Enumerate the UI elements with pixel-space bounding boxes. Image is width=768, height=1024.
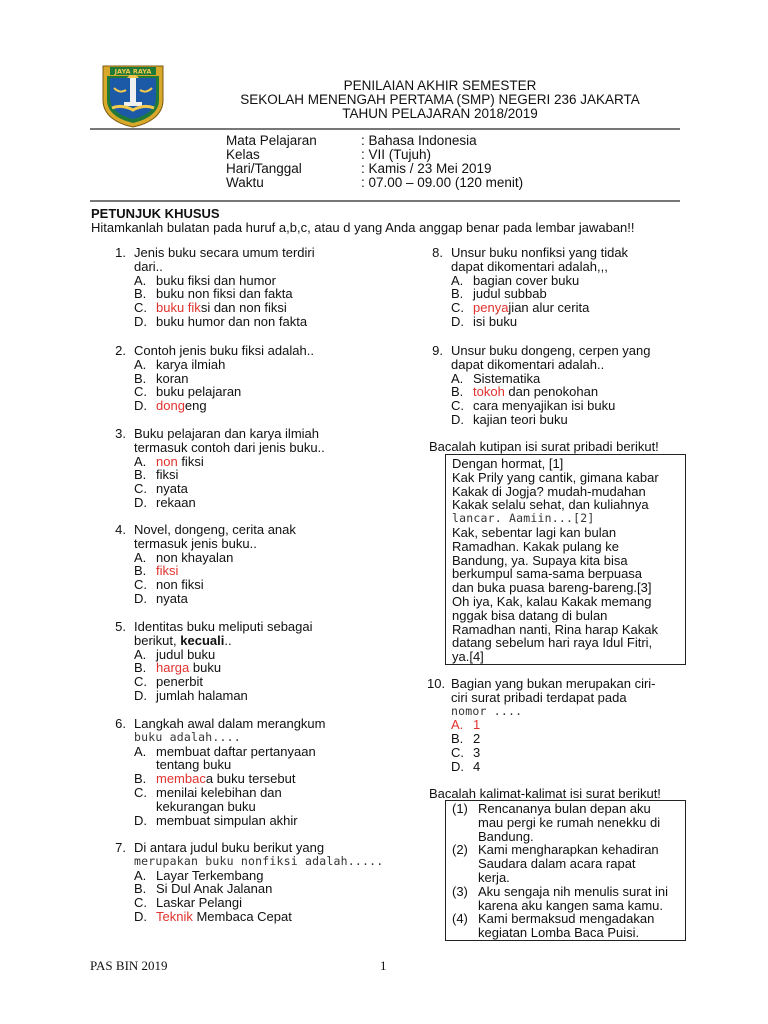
letter-line: Dengan hormat, [1] [452, 456, 564, 471]
instructions-title: PETUNJUK KHUSUS [91, 206, 220, 221]
question-6: 6. Langkah awal dalam merangkum buku adalah.... A. membuat daftar pertanyaan tentang buku B. membaca buku tersebut C. menilai kelebihan dan kekurangan buku D. membuat simpulan akhir [110, 717, 410, 827]
header-line-2: SEKOLAH MENENGAH PERTAMA (SMP) NEGERI 236 JAKARTA [240, 92, 640, 107]
sentence-item: (3) Aku sengaja nih menulis surat ini karena aku kangen sama kamu. [452, 883, 669, 913]
q2-option-c[interactable]: C. buku pelajaran [134, 384, 242, 400]
q7-option-c[interactable]: C. Laskar Pelangi [134, 895, 242, 911]
info-value-subject: : Bahasa Indonesia [361, 133, 477, 148]
page-number: 1 [380, 958, 387, 973]
q7-option-d[interactable]: D. Teknik Membaca Cepat [134, 908, 292, 924]
sentences-intro: Bacalah kalimat-kalimat isi surat berikut! [429, 786, 661, 801]
info-divider [90, 200, 680, 202]
sentence-item: (1) Rencananya bulan depan aku mau pergi ke rumah nenekku di Bandung. [452, 801, 661, 844]
letter-line: Oh iya, Kak, kalau Kakak memang [452, 593, 652, 609]
instructions-text: Hitamkanlah bulatan pada huruf a,b,c, atau d yang Anda anggap benar pada lembar jawaban!! [91, 220, 635, 235]
q10-option-b[interactable]: B. 2 [451, 731, 481, 747]
q5-option-b[interactable]: B. harga buku [134, 660, 222, 676]
letter-line: ya.[4] [452, 649, 484, 665]
q4-option-a[interactable]: A. non khayalan [134, 549, 234, 565]
q8-option-b[interactable]: B. judul subbab [451, 286, 547, 302]
letter-line: Ramadhan nanti, Rina harap Kakak [452, 621, 658, 637]
letter-line: dan buka puasa bareng-bareng.[3] [452, 580, 652, 596]
question-8: 8. Unsur buku nonfiksi yang tidak dapat dikomentari adalah,,, A. bagian cover buku B. judul subbab C. penyajian alur cerita D. isi buku [427, 246, 707, 329]
question-2: 2. Contoh jenis buku fiksi adalah.. A. karya ilmiah B. koran C. buku pelajaran D. dongeng [110, 344, 410, 413]
q3-option-d[interactable]: D. rekaan [134, 494, 196, 510]
info-label-class: Kelas [226, 147, 260, 162]
question-10: 10. Bagian yang bukan merupakan ciri- ciri surat pribadi terdapat pada nomor .... A. 1 B. 2 C. 3 D. 4 [427, 677, 707, 774]
q1-option-b[interactable]: B. buku non fiksi dan fakta [134, 286, 293, 302]
q4-option-d[interactable]: D. nyata [134, 590, 188, 606]
letter-line: Ramadhan. Kakak pulang ke [452, 538, 619, 554]
q4-option-b[interactable]: B. fiksi [134, 563, 179, 579]
info-value-class: : VII (Tujuh) [361, 147, 432, 162]
letter-line: nggak bisa datang di bulan [452, 607, 608, 623]
question-1: 1. Jenis buku secara umum terdiri dari.. A. buku fiksi dan humor B. buku non fiksi dan fakta C. buku fiksi dan non fiksi D. buku humor dan non fakta [110, 246, 410, 329]
q5-option-d[interactable]: D. jumlah halaman [134, 687, 248, 703]
q4-option-c[interactable]: C. non fiksi [134, 577, 204, 593]
question-9: 9. Unsur buku dongeng, cerpen yang dapat dikomentari adalah.. A. Sistematika B. tokoh dan penokohan C. cara menyajikan isi buku D. kajian teori buku [427, 344, 707, 427]
q9-option-a[interactable]: A. Sistematika [451, 370, 541, 386]
q9-option-c[interactable]: C. cara menyajikan isi buku [451, 398, 616, 414]
info-label-date: Hari/Tanggal [226, 161, 302, 176]
letter-line: Kakak di Jogja? mudah-mudahan [452, 483, 646, 499]
q8-option-a[interactable]: A. bagian cover buku [451, 272, 580, 288]
info-label-time: Waktu [226, 175, 264, 190]
question-3: 3. Buku pelajaran dan karya ilmiah termasuk contoh dari jenis buku.. A. non fiksi B. fiksi C. nyata D. rekaan [110, 427, 410, 510]
q1-option-a[interactable]: A. buku fiksi dan humor [134, 272, 276, 288]
sentence-item: (2) Kami mengharapkan kehadiran Saudara dalam acara rapat kerja. [452, 842, 659, 885]
letter-line: Kak, sebentar lagi kan bulan [452, 524, 617, 540]
sentences-box [445, 800, 686, 941]
info-label-subject: Mata Pelajaran [226, 133, 317, 148]
q1-option-d[interactable]: D. buku humor dan non fakta [134, 313, 308, 329]
info-value-date: : Kamis / 23 Mei 2019 [361, 161, 492, 176]
q10-option-d[interactable]: D. 4 [451, 758, 481, 774]
letter-intro: Bacalah kutipan isi surat pribadi berikut! [429, 439, 659, 454]
q10-option-a[interactable]: A. 1 [451, 717, 481, 733]
q5-option-c[interactable]: C. penerbit [134, 674, 203, 690]
letter-line: berkumpul sama-sama berpuasa [452, 566, 643, 582]
header-line-1: PENILAIAN AKHIR SEMESTER [343, 78, 537, 93]
letter-line: Kakak selalu sehat, dan kuliahnya [452, 497, 649, 513]
letter-line: Kak Prily yang cantik, gimana kabar [452, 469, 659, 485]
q3-option-a[interactable]: A. non fiksi [134, 453, 204, 469]
header-line-3: TAHUN PELAJARAN 2018/2019 [342, 106, 538, 121]
letter-line: lancar. Aamiin...[2] [452, 511, 595, 526]
q7-option-a[interactable]: A. Layar Terkembang [134, 867, 264, 883]
question-5: 5. Identitas buku meliputi sebagai berikut, kecuali.. A. judul buku B. harga buku C. penerbit D. jumlah halaman [110, 620, 410, 703]
q6-option-a[interactable]: A. membuat daftar pertanyaan tentang buku [134, 743, 316, 773]
question-4: 4. Novel, dongeng, cerita anak termasuk jenis buku.. A. non khayalan B. fiksi C. non fiksi D. nyata [110, 523, 410, 606]
letter-line: datang sebelum hari raya Idul Fitri, [452, 635, 653, 651]
svg-text:JAYA RAYA: JAYA RAYA [114, 67, 152, 76]
q6-option-c[interactable]: C. menilai kelebihan dan kekurangan buku [134, 784, 282, 814]
q3-option-b[interactable]: B. fiksi [134, 467, 179, 483]
q10-option-c[interactable]: C. 3 [451, 744, 481, 760]
q2-option-d[interactable]: D. dongeng [134, 398, 207, 414]
q3-option-c[interactable]: C. nyata [134, 481, 188, 497]
q1-option-c[interactable]: C. buku fiksi dan non fiksi [134, 300, 287, 316]
q9-option-b[interactable]: B. tokoh dan penokohan [451, 384, 599, 400]
letter-line: Bandung, ya. Supaya kita bisa [452, 552, 628, 568]
q7-option-b[interactable]: B. Si Dul Anak Jalanan [134, 881, 273, 897]
q6-option-b[interactable]: B. membaca buku tersebut [134, 771, 296, 787]
footer-exam-code: PAS BIN 2019 [90, 958, 168, 973]
header-divider [90, 128, 680, 130]
q9-option-d[interactable]: D. kajian teori buku [451, 411, 568, 427]
q8-option-c[interactable]: C. penyajian alur cerita [451, 300, 590, 316]
sentence-item: (4) Kami bermaksud mengadakan kegiatan Lomba Baca Puisi. [452, 911, 655, 941]
q2-option-b[interactable]: B. koran [134, 370, 189, 386]
q8-option-d[interactable]: D. isi buku [451, 313, 518, 329]
question-7: 7. Di antara judul buku berikut yang merupakan buku nonfiksi adalah..... A. Layar Terkembang B. Si Dul Anak Jalanan C. Laskar Pelangi D. Teknik Membaca Cepat [110, 841, 410, 924]
letter-excerpt-box [445, 454, 686, 665]
q6-option-d[interactable]: D. membuat simpulan akhir [134, 812, 298, 828]
q2-option-a[interactable]: A. karya ilmiah [134, 356, 226, 372]
q5-option-a[interactable]: A. judul buku [134, 646, 216, 662]
info-value-time: : 07.00 – 09.00 (120 menit) [361, 175, 524, 190]
